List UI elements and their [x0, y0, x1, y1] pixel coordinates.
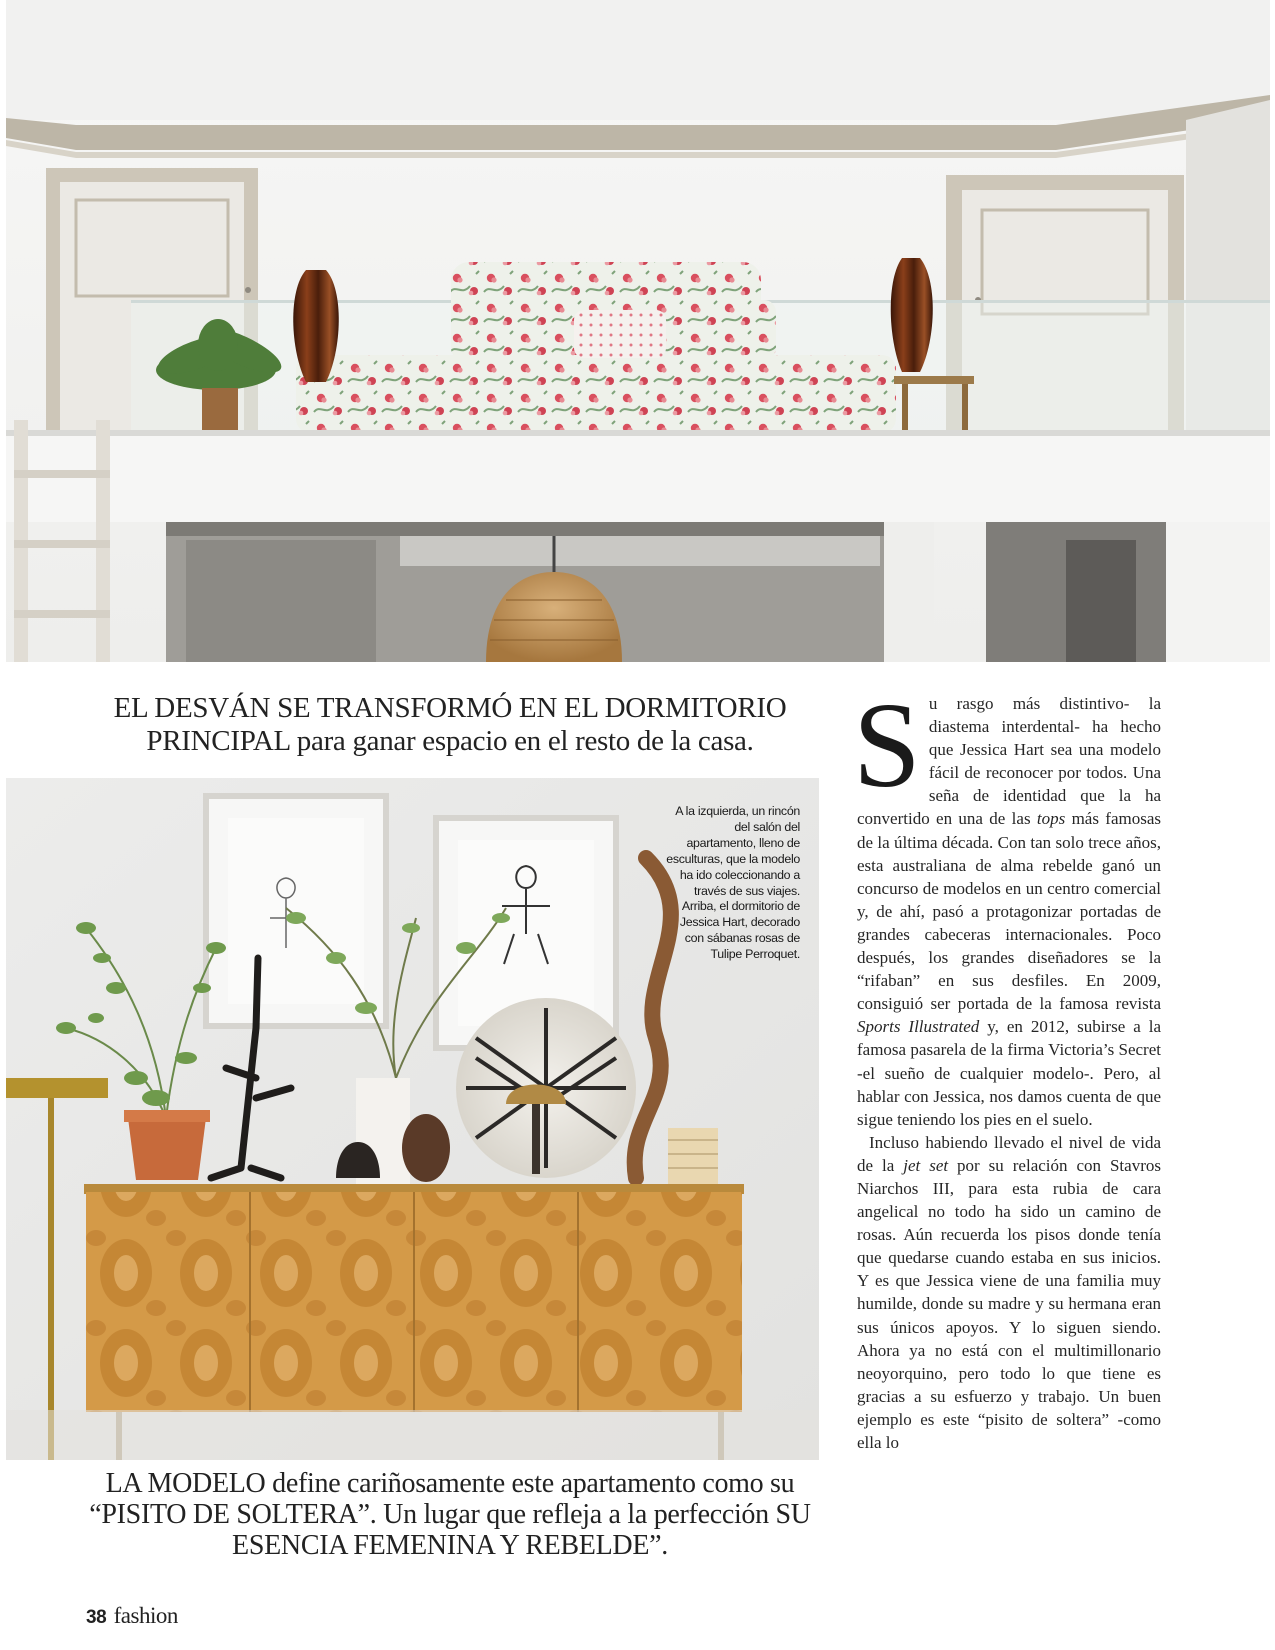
article-paragraph-2	[857, 1131, 1161, 1454]
article-p2-jet-set: jet set	[903, 1155, 949, 1175]
article-p1-b: más famosas de la última década. Con tan solo trece años, esta australiana de alma rebelde ganó un concurso de modelos en un centro comercial y, de ahí, pasó a protagonizar portadas de grandes cabeceras internacionales. Poco después, los grandes diseñadores se la “rifaban” en sus desfiles. En 2009, consiguió ser portada de la famosa revista	[857, 809, 1162, 1014]
page-folio	[86, 1603, 178, 1629]
pull-quote-loft	[60, 692, 840, 758]
magazine-logo: fashion	[113, 1603, 178, 1628]
pull-quote-model-part1: LA MODELO	[105, 1468, 266, 1499]
pull-quote-loft-emphasis: EL DESVÁN SE TRANSFORMÓ EN EL DORMITORIO PRINCIPAL	[113, 692, 787, 757]
loft-bedroom-photo	[6, 0, 1270, 662]
article-p2-b: por su relación con Stavros Niarchos III, para esta rubia de cara angelical no todo ha sido un camino de rosas. Aún recuerda los pisos donde tenía que quedarse cuando estaba en sus inicios. Y es que Jessica viene de una familia muy humilde, donde su madre y su hermana eran sus únicos apoyos. Y lo siguen siendo. Ahora ya no está con el multimillonario neoyorquino, pero todo lo que tiene es gracias a su esfuerzo y trabajo. Un buen ejemplo es este “pisito de soltera” -como ella lo	[857, 1155, 1161, 1452]
article-body	[853, 678, 1162, 1454]
drop-cap: S	[853, 678, 921, 813]
article-p1-c: y, en 2012, subirse a la famosa pasarela de la firma Victoria’s Secret -el sueño de cualquier modelo-. Pero, al hablar con Jessica, nos damos cuenta de que sigue teniendo los pies en el suelo.	[857, 1017, 1161, 1129]
pull-quote-model-part6: ”.	[649, 1530, 668, 1561]
article-paragraph-1	[853, 678, 1162, 1131]
article-p1-sports-illustrated: Sports Illustrated	[857, 1017, 980, 1037]
pull-quote-model-part5: SU ESENCIA FEMENINA Y REBELDE	[232, 1499, 811, 1561]
photo-caption: A la izquierda, un rincón del salón del apartamento, lleno de esculturas, que la modelo ha ido coleccionando a través de sus viajes. Arriba, el dormitorio de Jessica Hart, decorado con sábanas rosas de Tulipe Perroquet.	[666, 804, 800, 962]
pull-quote-model-part3: PISITO DE SOLTERA	[101, 1499, 358, 1530]
pull-quote-loft-rest: para ganar espacio en el resto de la casa.	[289, 725, 754, 757]
article-p1-tops: tops	[1036, 809, 1066, 829]
article-p1-a: u rasgo más distintivo- la diastema interdental- ha hecho que Jessica Hart sea una modelo fácil de reconocer por todos. Una seña de identidad que la ha convertido en una de las	[857, 694, 1161, 829]
pull-quote-model	[60, 1468, 840, 1561]
pull-quote-model-part2: define cariñosamente este apartamento como su “	[89, 1468, 795, 1530]
pull-quote-model-part4: ”. Un lugar que refleja a la perfección	[357, 1499, 776, 1530]
page-number: 38	[86, 1607, 107, 1628]
article-p2-a: Incluso habiendo llevado el nivel de vida de la	[857, 1132, 1161, 1175]
loft-bedroom-illustration	[6, 0, 1270, 662]
